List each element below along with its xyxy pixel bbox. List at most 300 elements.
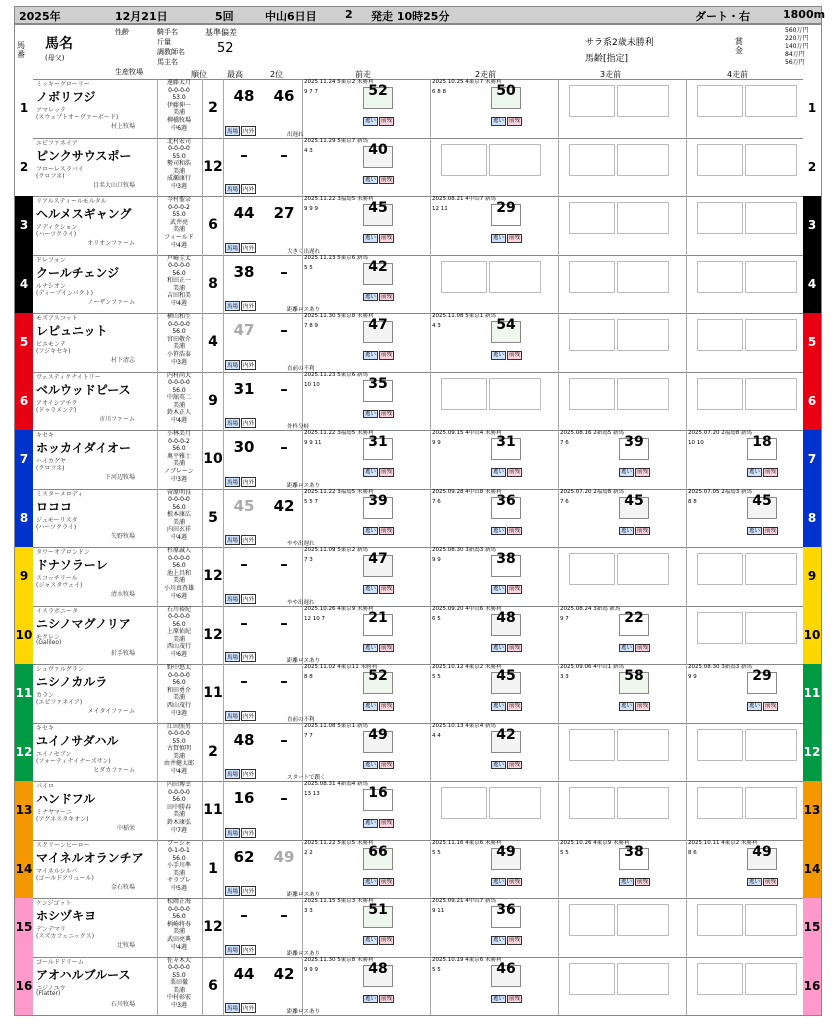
breeder-name: 矢野牧場 [110,532,135,540]
past-race-3[interactable] [559,606,685,665]
past-race-3[interactable] [559,664,685,723]
past-race-2[interactable] [431,898,557,957]
horse-name-label: 馬名 [45,36,73,52]
broodmare-sire: (ドゥラメンテ) [36,406,77,414]
jockey-line: 中3週 [171,709,187,717]
track-tags [225,594,257,604]
race-score: 48 [491,614,521,636]
tag: 前残 [509,235,521,241]
past-race-2[interactable] [431,664,557,723]
sire-name: ゴールドドリーム [36,958,84,966]
tag: 逃い [621,527,633,534]
jockey-line: 0-0-0-0 [168,320,190,328]
horse-number-right: 12 [803,723,821,782]
empty-grid [745,85,797,117]
empty-grid [745,378,797,410]
race-positions: 9 7 [560,615,569,622]
tag: 前残 [381,410,393,417]
race-tags [363,527,395,536]
jockey-block [158,606,203,665]
past-race-2[interactable] [431,547,557,606]
jockey-line: 中3週 [171,358,187,366]
race-note: 距離ロスあり [287,1009,321,1015]
jockey-line: 美浦 [172,986,185,994]
past-race-4-empty [687,79,813,138]
race-note: スタートで躓く [287,775,326,781]
breeder-label: 生産牧場 [115,68,143,76]
jockey-line: 美浦 [172,518,185,526]
track-tags [225,184,257,194]
tag: 逃い [365,586,377,592]
empty-grid [697,729,743,761]
meeting: 中山6日目 [265,10,317,23]
past-race-1[interactable] [303,781,429,840]
empty-grid [489,261,541,293]
race-positions: 13 13 [304,791,320,797]
horse-number: 13 [15,781,33,840]
jockey-line: 美浦 [172,577,185,585]
horse-name[interactable]: ベルウッドピース [36,382,131,397]
past-race-1[interactable] [303,664,429,723]
horse-name[interactable]: マイネルオランチア [36,850,144,865]
dam-name: スコッチリール [36,575,78,582]
prize-label: 賞金 [735,37,743,55]
horse-number: 12 [15,723,33,782]
jockey-line: 56.0 [172,328,186,336]
race-score: 45 [619,497,649,519]
race-score: 46 [491,965,521,987]
past-race-4[interactable] [687,664,813,723]
tag: 馬場 [225,1003,240,1013]
rank: 2 [203,723,224,782]
empty-grid [617,787,669,819]
tag: 逃い [365,176,377,183]
jockey-details [157,255,201,314]
horse-info [34,781,158,840]
past-race-4-empty [687,255,813,314]
horse-name[interactable]: ニシノカルラ [36,675,108,689]
empty-grid [697,261,743,293]
jockey-line: フィールド [164,233,194,241]
race-tags [619,878,651,887]
tag: 内外 [241,886,256,896]
jockey-line: 和田正一 [166,277,191,285]
past-race-2[interactable] [431,957,557,1016]
jockey-details [157,313,201,372]
jockey-line: 内田玄祥 [166,526,191,534]
jockey-line: 池上昌和 [166,569,191,577]
second-score: – [280,438,288,456]
jockey-line: 中3週 [171,183,187,191]
past-race-1[interactable] [303,138,429,197]
tag: 馬場 [225,769,240,779]
broodmare-sire: (フジキセキ) [36,348,71,355]
past-race-1[interactable] [303,255,429,314]
second-score: – [280,555,288,573]
past-race-1[interactable] [303,313,429,372]
tag: 逃い [493,527,505,534]
horse-row[interactable] [14,781,822,841]
tag: 逃い [493,235,505,241]
best-score: 44 [233,204,255,222]
race-note: 外枠分岐 [287,424,310,430]
empty-grid [569,144,615,176]
race-title: 2025.07.05 2福島3 新馬 [688,488,752,495]
past-race-3-empty [559,255,685,314]
track-tags [225,711,257,721]
race-tags [491,234,523,243]
horse-info [34,196,158,255]
race-tags [491,936,523,945]
jockey-line: 中6週 [171,651,187,659]
jockey-block [158,840,203,899]
horse-number: 9 [15,547,33,606]
past-race-1[interactable] [303,489,429,548]
past-race-2-empty [431,372,557,431]
jockey-details [157,489,201,548]
past-race-1[interactable] [303,898,429,957]
trainer-label: 調教師名 [157,48,185,56]
horse-info [34,957,158,1016]
horse-name[interactable]: ホッカイダイオー [36,441,132,455]
race-tags [747,468,779,477]
race-tags [491,527,523,536]
horse-name[interactable]: ハンドフル [36,792,96,806]
past-race-1[interactable] [303,196,429,255]
horse-row[interactable] [14,606,822,666]
empty-grid [569,378,615,410]
tag: 逃い [365,352,377,358]
horse-number-right: 2 [803,138,821,197]
past-race-3[interactable] [559,840,685,899]
horse-name[interactable]: ピンクサウスポー [36,148,132,163]
race-score: 52 [363,87,393,109]
tag: 内外 [241,594,256,604]
past-race-1[interactable] [303,372,429,431]
race-positions: 7 8 9 [304,323,318,329]
horse-row[interactable] [14,664,822,724]
track-tags [225,769,257,779]
rank: 2 [203,79,224,138]
horse-row[interactable] [14,196,822,256]
tag: 馬場 [225,711,240,721]
breeder-name: 石川牧場 [110,1000,135,1008]
horse-row[interactable] [14,489,822,549]
race-title: 2025.09.28 4中山8 未勝利 [432,488,502,495]
horse-row[interactable] [14,957,822,1017]
horse-name[interactable]: ロココ [36,499,73,514]
past-race-4[interactable] [687,430,813,489]
jockey-line: 由井健太郎 [163,760,194,768]
tag: 馬場 [225,652,240,662]
jockey-line: 中3週 [171,1002,187,1010]
horse-row[interactable] [14,372,822,432]
horse-number: 6 [15,372,33,431]
race-positions: 9 11 [432,908,445,914]
race-tags [363,936,395,945]
jockey-line: 戸崎圭太 [166,254,191,262]
jockey-line: 53.0 [172,94,186,102]
tag: 逃い [493,469,505,475]
race-title: 2025.11.29 5東京7 新馬 [304,137,368,144]
race-tags [491,761,523,770]
past-race-1[interactable] [303,957,429,1016]
tag: 前残 [381,937,393,943]
past-race-2[interactable] [431,79,557,138]
horse-row[interactable] [14,313,822,373]
breeder-name: オリオンファーム [87,240,135,247]
standard-label: 基準偏差 [205,28,237,37]
past-race-2[interactable] [431,489,557,548]
jockey-block [158,313,203,372]
past-race-2[interactable] [431,606,557,665]
horse-row[interactable] [14,430,822,490]
race-positions: 7 6 [560,498,569,505]
horse-number: 14 [15,840,33,899]
dam-name: アディクション [36,224,78,231]
past-race-2[interactable] [431,196,557,255]
empty-grid [617,378,669,410]
rank: 12 [203,898,224,957]
dam-name: ユイノセブン [36,750,72,758]
race-title: 2025.08.30 3新潟3 新馬 [432,547,496,553]
jockey-line: ノブレーン [164,467,194,475]
jockey-block [158,372,203,431]
horse-row[interactable] [14,898,822,958]
track-tags [225,360,257,370]
race-score: 45 [491,672,521,694]
horse-info [34,547,158,606]
horse-name[interactable]: レピュニット [36,324,108,338]
race-title: 2025.08.16 2新潟5 新馬 [560,430,624,436]
jockey-line: 上原佑紀 [166,628,191,636]
best-score: 44 [233,964,255,983]
past-race-4-empty [687,898,813,957]
race-positions: 4 4 [432,732,441,739]
tag: 逃い [749,703,761,709]
empty-grid [745,202,797,234]
tag: 前残 [381,118,393,124]
past-race-1[interactable] [303,606,429,665]
horse-row[interactable] [14,723,822,783]
horse-row[interactable] [14,547,822,607]
race-positions: 3 3 [560,674,569,680]
past-race-2[interactable] [431,840,557,899]
track-tags [225,886,257,896]
past-race-1[interactable] [303,79,429,138]
jockey-details [157,547,201,606]
jockey-line: 中6週 [171,592,187,600]
jockey-line: 美浦 [172,284,185,292]
past-race-3[interactable] [559,489,685,548]
past-race-4[interactable] [687,489,813,548]
prize-5: 56万円 [785,59,805,66]
race-positions: 9 9 9 [304,206,318,212]
horse-row[interactable] [14,138,822,198]
rank-label: 順位 [191,70,207,79]
jockey-line: 56.0 [172,796,186,804]
race-score: 22 [619,614,649,636]
horse-name[interactable]: ヘルメスギャング [36,207,132,221]
empty-grid [697,202,743,234]
tag: 逃い [493,703,505,709]
empty-grid [569,261,615,293]
prev4-label: 4走前 [727,70,749,79]
past-race-1[interactable] [303,430,429,489]
track-tags [225,652,257,662]
race-title: 2025.10.19 4東京6 未勝利 [432,956,502,963]
dam-name: ビエモンテ [36,341,67,348]
track-tags [225,418,257,428]
track-tags [225,243,257,253]
jockey-line: 56.0 [172,269,186,277]
race-title: 2025.11.23 5東京6 新馬 [304,254,368,261]
dam-name: アオイシアチク [36,399,78,407]
horse-info [34,606,158,665]
past-race-1[interactable] [303,547,429,606]
past-race-3[interactable] [559,430,685,489]
second-score: 49 [273,847,295,866]
track-tags [225,945,257,955]
empty-grid [489,378,541,410]
tag: 逃い [365,703,377,709]
race-positions: 2 2 [304,849,313,856]
horse-name[interactable]: クールチェンジ [36,265,120,280]
best-label: 最高 [227,70,243,79]
race-score: 31 [491,438,521,460]
horse-row[interactable] [14,840,822,900]
jockey-details [157,664,201,723]
past-race-3-empty [559,723,685,782]
tag: 前残 [381,235,393,241]
jockey-line: 野中悠太 [166,664,191,671]
second-score: 42 [273,496,295,515]
race-score: 29 [491,204,521,226]
horse-number-right: 14 [803,840,821,899]
past-race-4[interactable] [687,840,813,899]
jockey-block [158,957,203,1016]
empty-grid [745,612,797,644]
jockey-line: 勢司和浩 [166,160,191,168]
race-note: 距離ロスあり [287,892,321,898]
horse-row[interactable] [14,255,822,315]
second-score: – [280,906,288,924]
empty-grid [697,144,743,176]
sire-name: スクリーンヒーロー [36,841,90,849]
breeder-name: 辻牧場 [116,942,135,949]
breeder-name: 清水牧場 [110,591,135,598]
tag: 馬場 [225,418,240,428]
tag: 逃い [621,644,633,651]
race-score: 39 [363,497,393,519]
tag: 内外 [241,477,256,487]
sire-name: ケンジゴット [36,900,72,907]
race-positions: 7 6 [432,498,441,505]
tag: 前残 [381,995,393,1002]
race-title: 2025.11.15 5東京3 未勝利 [304,898,374,904]
tag: 馬場 [225,126,240,136]
race-tags [491,351,523,360]
horse-number-right: 9 [803,547,821,606]
horse-name[interactable]: ノボリフジ [36,90,96,104]
tag: 前残 [509,469,521,475]
tag: 前残 [765,703,777,709]
tag: 馬場 [225,477,240,487]
tag: 前残 [381,703,393,709]
horse-number: 1 [15,79,33,138]
sire-name: ミスターメロディ [36,490,84,498]
best-score: – [240,145,248,164]
tag: 逃い [365,878,377,885]
race-score: 31 [363,438,393,460]
race-positions: 9 9 [432,440,441,446]
race-score: 36 [491,906,521,928]
rank: 11 [203,781,224,840]
tag: 逃い [621,703,633,709]
past-race-3-empty [559,898,685,957]
past-race-2[interactable] [431,313,557,372]
race-positions: 9 9 9 [304,966,318,973]
past-race-2[interactable] [431,723,557,782]
race-score: 42 [363,263,393,285]
horse-number: 2 [15,138,33,197]
race-note: やや出遅れ [287,541,315,547]
tag: 馬場 [225,243,240,253]
race-tags [363,995,395,1004]
jockey-line: 美浦 [172,811,185,819]
horse-name[interactable]: ユイノサダハル [36,733,119,748]
horse-name[interactable]: ホシヅキヨ [36,909,97,923]
jockey-line: 和田勇介 [166,686,191,694]
empty-grid [617,553,669,585]
sire-name: パイロ [36,783,55,790]
race-tags [363,293,395,302]
horse-row[interactable] [14,79,822,139]
rank: 12 [203,547,224,606]
tag: 前残 [509,761,521,768]
best-score: 62 [233,847,255,866]
tag: 逃い [621,469,633,475]
race-positions: 12 11 [432,206,448,212]
jockey-details [157,138,201,197]
jockey-line: 古賀慎明 [166,745,191,753]
jockey-line: 中4週 [171,943,187,951]
horse-name[interactable]: ドナソラーレ [36,558,108,572]
standard-value: 52 [217,41,234,56]
jockey-line: 美浦 [172,694,185,702]
owner-label: 馬主名 [157,58,178,66]
breeder-name: メイタイファーム [87,708,135,715]
horse-name[interactable]: アオハルブルース [36,967,131,982]
horse-info [34,138,158,197]
broodmare-sire: (クロフネ) [36,465,65,472]
jockey-line: 美浦 [172,928,185,936]
jockey-details [157,723,201,782]
jockey-line: 美浦 [172,752,185,760]
past-race-2[interactable] [431,430,557,489]
tag: 逃い [493,761,505,768]
empty-grid [697,963,743,995]
horse-number-right: 8 [803,489,821,548]
jockey-line: 中5週 [171,885,187,893]
race-tags [619,644,651,653]
jockey-line: 中4週 [171,417,187,425]
jockey-line: 美浦 [172,869,185,877]
race-title: 2025.11.22 5東京5 未勝利 [304,839,374,846]
past-race-1[interactable] [303,840,429,899]
horse-name[interactable]: ニシノマグノリア [36,616,131,631]
race-title: 2025.11.22 3福島5 未勝利 [304,196,374,202]
